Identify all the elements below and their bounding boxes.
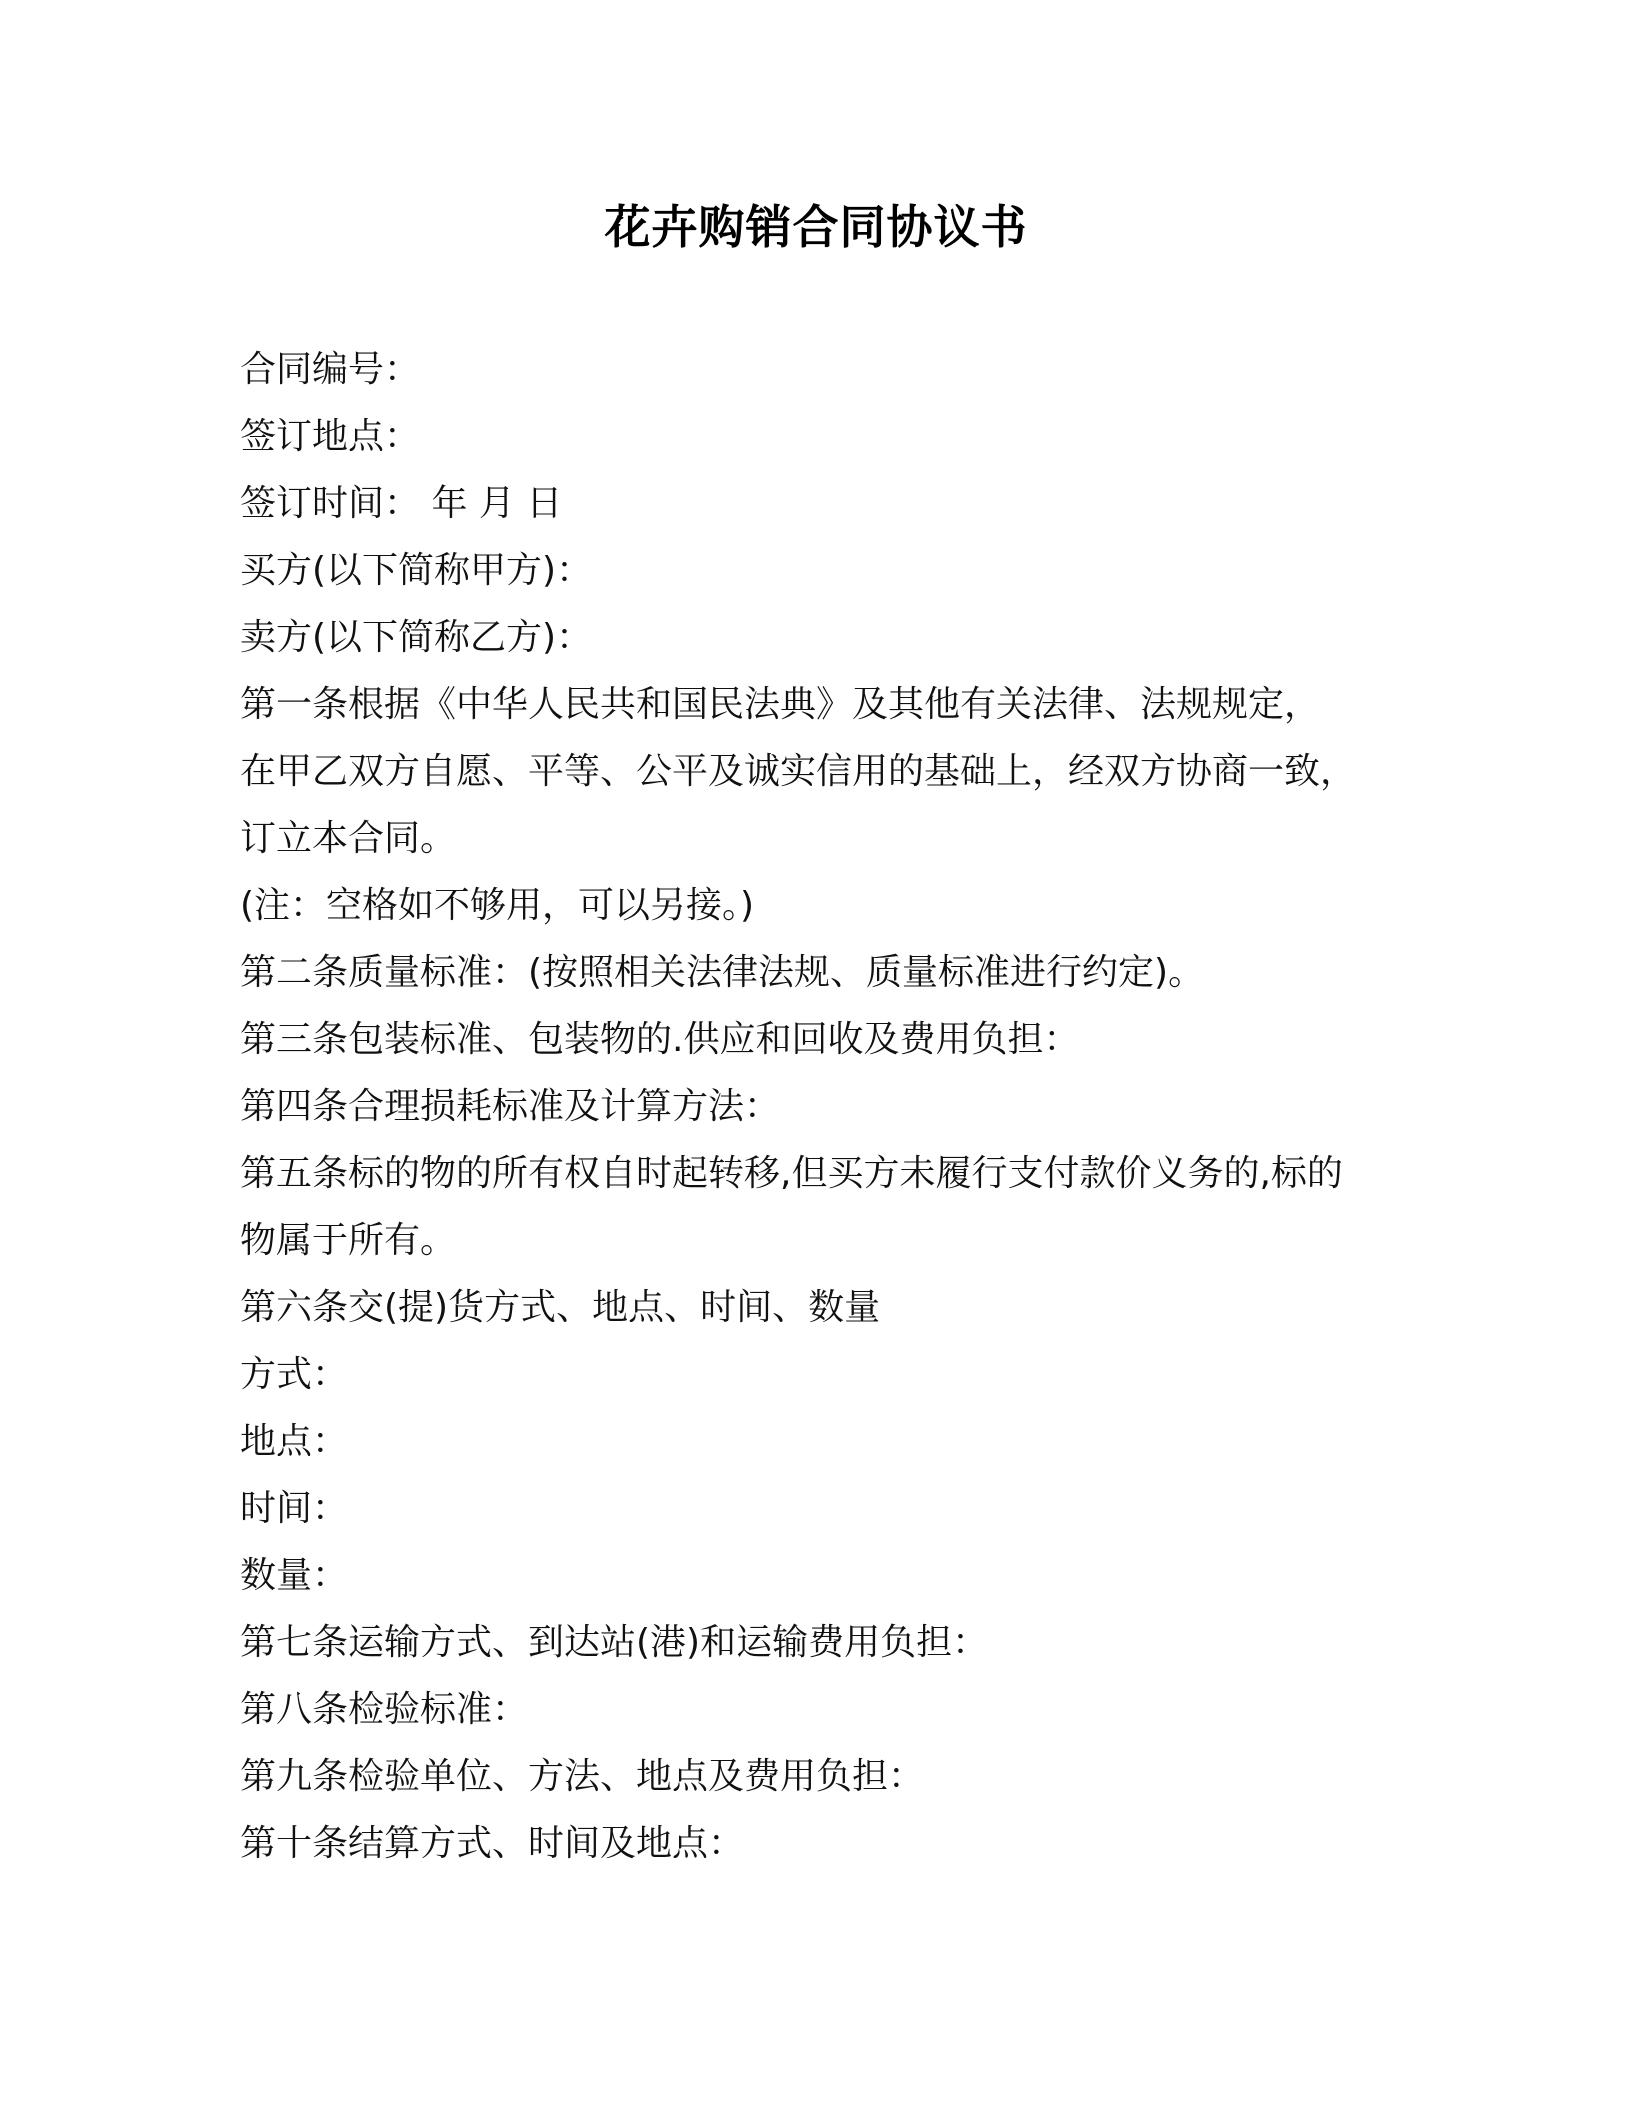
delivery-time-line: 时间： — [240, 1488, 349, 1529]
document-title: 花卉购销合同协议书 — [604, 200, 1028, 254]
document-body — [240, 336, 1420, 1877]
article-10-line: 第十条结算方式、时间及地点： — [240, 1823, 745, 1864]
article-6-line: 第六条交(提)货方式、地点、时间、数量 — [240, 1287, 881, 1328]
delivery-place-line: 地点： — [240, 1421, 349, 1462]
article-9-line: 第九条检验单位、方法、地点及费用负担： — [240, 1756, 925, 1797]
article-7-line: 第七条运输方式、到达站(港)和运输费用负担： — [240, 1622, 989, 1663]
article-8-line: 第八条检验标准： — [240, 1689, 529, 1730]
signing-date-line: 签订时间： 年 月 日 — [240, 483, 563, 524]
article-1-line-1: 第一条根据《中华人民共和国民法典》及其他有关法律、法规规定， — [240, 684, 1321, 725]
article-1-line-2: 在甲乙双方自愿、平等、公平及诚实信用的基础上，经双方协商一致， — [240, 751, 1357, 792]
article-3-line: 第三条包装标准、包装物的.供应和回收及费用负担： — [240, 1019, 1080, 1060]
delivery-method-line: 方式： — [240, 1354, 349, 1395]
article-2-line: 第二条质量标准：(按照相关法律法规、质量标准进行约定)。 — [240, 952, 1205, 993]
buyer-line: 买方(以下简称甲方)： — [240, 550, 593, 591]
article-4-line: 第四条合理损耗标准及计算方法： — [240, 1086, 781, 1127]
seller-line: 卖方(以下简称乙方)： — [240, 617, 593, 658]
signing-place-line: 签订地点： — [240, 416, 421, 457]
note-line: (注：空格如不够用，可以另接。) — [240, 885, 755, 926]
contract-number-line: 合同编号： — [240, 349, 421, 390]
delivery-quantity-line: 数量： — [240, 1555, 349, 1596]
article-1-line-3: 订立本合同。 — [240, 818, 457, 859]
article-5-line-2: 物属于所有。 — [240, 1220, 457, 1261]
article-5-line-1: 第五条标的物的所有权自时起转移,但买方未履行支付款价义务的,标的 — [240, 1153, 1343, 1194]
